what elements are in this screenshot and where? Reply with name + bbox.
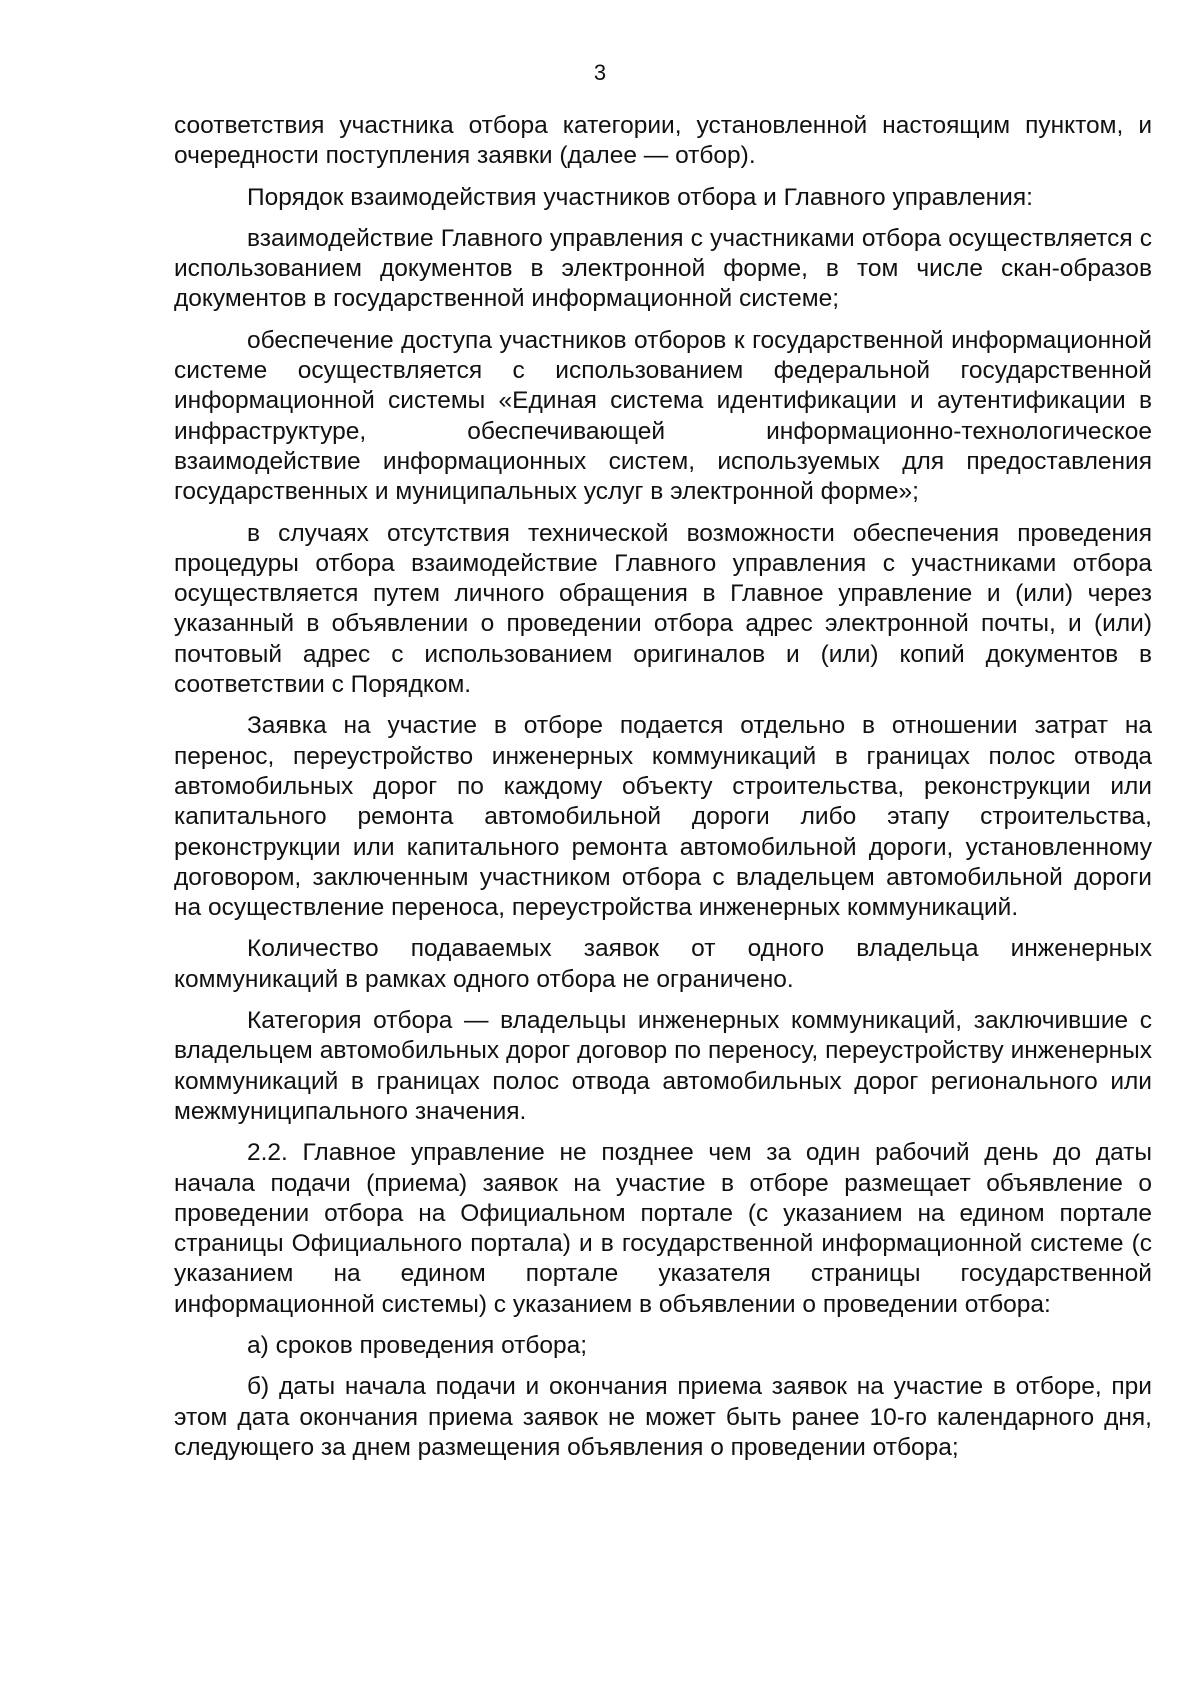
paragraph: обеспечение доступа участников отборов к государственной информационной системе осуществляется с использованием федеральной государственной информационной системы «Единая система идентификации и аутентификации в инфраструктуре, обеспечивающей информационно-технологическое взаимодействие информационных систем, используемых для предоставления государственных и муниципальных услуг в электронной форме»; [174,326,1152,506]
paragraph: б) даты начала подачи и окончания приема заявок на участие в отборе, при этом дата окончания приема заявок не может быть ранее 10-го календарного дня, следующего за днем размещения объявления о проведении отбора; [174,1373,1152,1461]
paragraph: в случаях отсутствия технической возможности обеспечения проведения процедуры отбора взаимодействие Главного управления с участниками отбора осуществляется путем личного обращения в Главное управление и (или) через указанный в объявлении о проведении отбора адрес электронной почты, и (или) почтовый адрес с использованием оригиналов и (или) копий документов в соответствии с Порядком. [174,519,1152,699]
paragraph: взаимодействие Главного управления с участниками отбора осуществляется с использованием документов в электронной форме, в том числе скан-образов документов в государственной информационной системе; [174,224,1152,313]
paragraph: Заявка на участие в отборе подается отдельно в отношении затрат на перенос, переустройство инженерных коммуникаций в границах полос отвода автомобильных дорог по каждому объекту строительства, реконструкции или капитального ремонта автомобильной дороги либо этапу строительства, реконструкции или капитального ремонта автомобильной дороги, установленному договором, заключенным участником отбора с владельцем автомобильной дороги на осуществление переноса, переустройства инженерных коммуникаций. [174,712,1152,922]
paragraph-continuation: соответствия участника отбора категории, установленной настоящим пунктом, и очередности поступления заявки (далее — отбор). [174,112,1152,170]
page-number: 3 [593,60,607,85]
paragraph: 2.2. Главное управление не позднее чем за один рабочий день до даты начала подачи (приема) заявок на участие в отборе размещает объявление о проведении отбора на Официальном портале (с указанием на едином портале страницы Официального портала) и в государственной информационной системе (с указанием на едином портале указателя страницы государственной информационной системы) с указанием в объявлении о проведении отбора: [174,1139,1152,1318]
document-body [174,111,1152,1474]
paragraph: Порядок взаимодействия участников отбора и Главного управления: [247,183,1033,211]
paragraph: а) сроков проведения отбора; [247,1331,588,1359]
paragraph: Категория отбора — владельцы инженерных коммуникаций, заключившие с владельцем автомобильных дорог договор по переносу, переустройству инженерных коммуникаций в границах полос отвода автомобильных дорог регионального или межмуниципального значения. [174,1007,1152,1125]
paragraph: Количество подаваемых заявок от одного владельца инженерных коммуникаций в рамках одного отбора не ограничено. [174,935,1152,993]
